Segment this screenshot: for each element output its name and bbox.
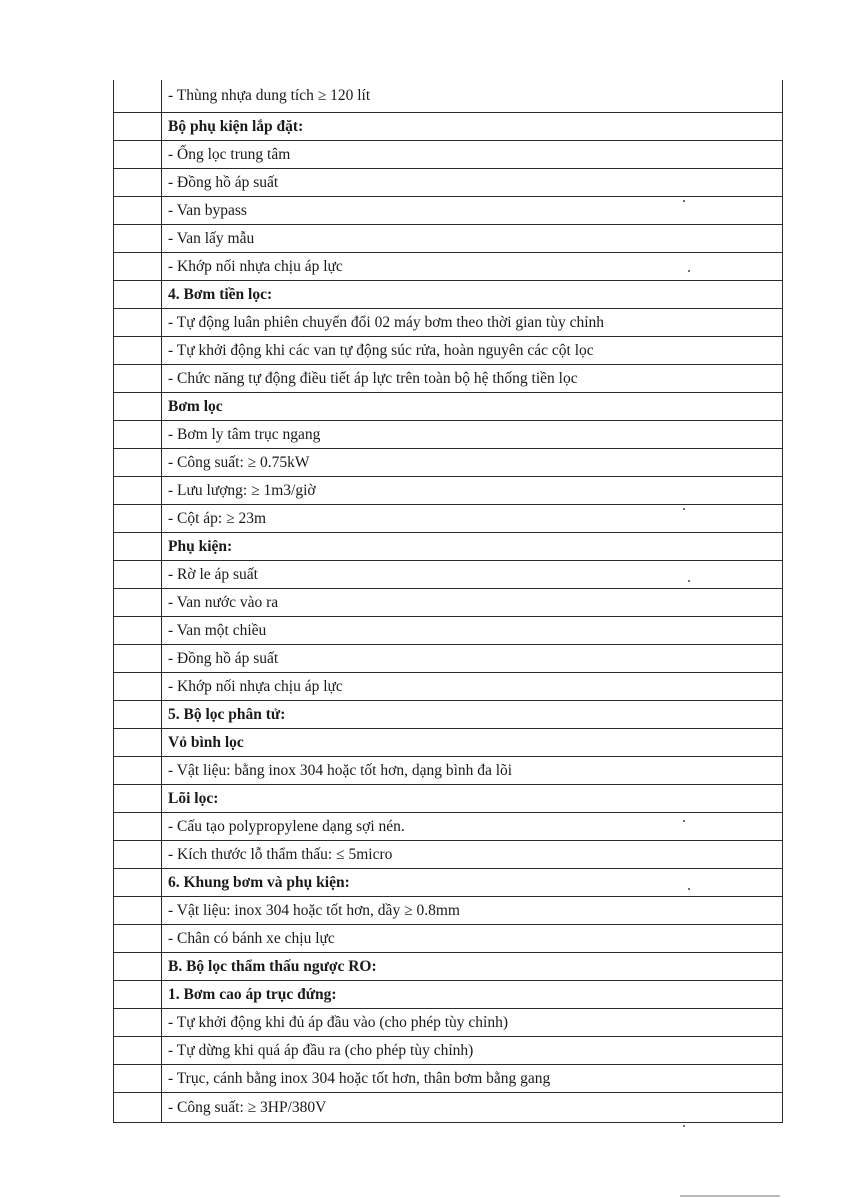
spec-row	[114, 701, 783, 729]
row-number-cell	[114, 225, 162, 253]
row-number-cell	[114, 953, 162, 981]
row-number-cell	[114, 365, 162, 393]
row-number-cell	[114, 869, 162, 897]
spec-item-cell: - Khớp nối nhựa chịu áp lực	[162, 673, 783, 701]
row-number-cell	[114, 477, 162, 505]
spec-item-cell: - Van lấy mẫu	[162, 225, 783, 253]
section-heading-cell: Bộ phụ kiện lắp đặt:	[162, 113, 783, 141]
spec-item-cell: - Đồng hồ áp suất	[162, 645, 783, 673]
spec-item-cell: - Tự dừng khi quá áp đầu ra (cho phép tùy chỉnh)	[162, 1037, 783, 1065]
section-heading-cell: 6. Khung bơm và phụ kiện:	[162, 869, 783, 897]
row-number-cell	[114, 1009, 162, 1037]
row-number-cell	[114, 1065, 162, 1093]
row-number-cell	[114, 141, 162, 169]
row-number-cell	[114, 533, 162, 561]
spec-item-cell: - Ống lọc trung tâm	[162, 141, 783, 169]
spec-row	[114, 533, 783, 561]
section-heading-cell: Phụ kiện:	[162, 533, 783, 561]
scan-speck	[683, 508, 685, 510]
spec-row	[114, 281, 783, 309]
row-number-cell	[114, 757, 162, 785]
spec-item-cell: - Vật liệu: bằng inox 304 hoặc tốt hơn, dạng bình đa lõi	[162, 757, 783, 785]
row-number-cell	[114, 421, 162, 449]
row-number-cell	[114, 1093, 162, 1123]
row-number-cell	[114, 449, 162, 477]
spec-row	[114, 309, 783, 337]
row-number-cell	[114, 505, 162, 533]
row-number-cell	[114, 393, 162, 421]
spec-row	[114, 365, 783, 393]
spec-row	[114, 729, 783, 757]
spec-item-cell: - Chân có bánh xe chịu lực	[162, 925, 783, 953]
spec-row	[114, 1009, 783, 1037]
spec-row	[114, 841, 783, 869]
spec-item-cell: - Thùng nhựa dung tích ≥ 120 lít	[162, 80, 783, 113]
spec-row	[114, 393, 783, 421]
section-heading-cell: 4. Bơm tiền lọc:	[162, 281, 783, 309]
spec-row	[114, 113, 783, 141]
row-number-cell	[114, 701, 162, 729]
spec-row	[114, 925, 783, 953]
spec-item-cell: - Lưu lượng: ≥ 1m3/giờ	[162, 477, 783, 505]
row-number-cell	[114, 1037, 162, 1065]
spec-row	[114, 869, 783, 897]
row-number-cell	[114, 617, 162, 645]
spec-row	[114, 337, 783, 365]
spec-row	[114, 253, 783, 281]
specification-table	[113, 80, 783, 1123]
spec-row	[114, 953, 783, 981]
spec-item-cell: - Tự động luân phiên chuyển đổi 02 máy bơm theo thời gian tùy chỉnh	[162, 309, 783, 337]
row-number-cell	[114, 925, 162, 953]
row-number-cell	[114, 113, 162, 141]
row-number-cell	[114, 813, 162, 841]
spec-item-cell: - Tự khởi động khi đủ áp đầu vào (cho phép tùy chỉnh)	[162, 1009, 783, 1037]
spec-item-cell: - Bơm ly tâm trục ngang	[162, 421, 783, 449]
spec-row	[114, 169, 783, 197]
spec-row	[114, 981, 783, 1009]
scan-edge-mark	[680, 1195, 780, 1197]
row-number-cell	[114, 673, 162, 701]
scan-speck	[688, 270, 690, 272]
spec-item-cell: - Chức năng tự động điều tiết áp lực trên toàn bộ hệ thống tiền lọc	[162, 365, 783, 393]
scan-speck	[683, 1125, 685, 1127]
row-number-cell	[114, 337, 162, 365]
row-number-cell	[114, 80, 162, 113]
spec-item-cell: - Cấu tạo polypropylene dạng sợi nén.	[162, 813, 783, 841]
row-number-cell	[114, 729, 162, 757]
spec-row	[114, 141, 783, 169]
row-number-cell	[114, 897, 162, 925]
specification-table-body	[114, 80, 783, 1123]
spec-row	[114, 1037, 783, 1065]
spec-row	[114, 757, 783, 785]
row-number-cell	[114, 281, 162, 309]
row-number-cell	[114, 785, 162, 813]
row-number-cell	[114, 589, 162, 617]
spec-item-cell: - Kích thước lỗ thẩm thấu: ≤ 5micro	[162, 841, 783, 869]
section-heading-cell: 5. Bộ lọc phân tử:	[162, 701, 783, 729]
spec-item-cell: - Rờ le áp suất	[162, 561, 783, 589]
row-number-cell	[114, 561, 162, 589]
section-heading-cell: Vỏ bình lọc	[162, 729, 783, 757]
spec-item-cell: - Vật liệu: inox 304 hoặc tốt hơn, dầy ≥ 0.8mm	[162, 897, 783, 925]
spec-row	[114, 80, 783, 113]
spec-row	[114, 449, 783, 477]
spec-item-cell: - Tự khởi động khi các van tự động súc rửa, hoàn nguyên các cột lọc	[162, 337, 783, 365]
row-number-cell	[114, 309, 162, 337]
section-heading-cell: B. Bộ lọc thẩm thấu ngược RO:	[162, 953, 783, 981]
spec-row	[114, 1065, 783, 1093]
section-heading-cell: Bơm lọc	[162, 393, 783, 421]
scan-speck	[683, 820, 685, 822]
row-number-cell	[114, 645, 162, 673]
spec-row	[114, 1093, 783, 1123]
spec-item-cell: - Đồng hồ áp suất	[162, 169, 783, 197]
spec-item-cell: - Cột áp: ≥ 23m	[162, 505, 783, 533]
row-number-cell	[114, 197, 162, 225]
scan-speck	[688, 888, 690, 890]
section-heading-cell: Lõi lọc:	[162, 785, 783, 813]
spec-row	[114, 421, 783, 449]
spec-row	[114, 561, 783, 589]
spec-item-cell: - Van nước vào ra	[162, 589, 783, 617]
spec-row	[114, 225, 783, 253]
spec-row	[114, 673, 783, 701]
spec-item-cell: - Công suất: ≥ 3HP/380V	[162, 1093, 783, 1123]
spec-row	[114, 813, 783, 841]
spec-item-cell: - Van một chiều	[162, 617, 783, 645]
spec-row	[114, 617, 783, 645]
spec-item-cell: - Van bypass	[162, 197, 783, 225]
spec-row	[114, 645, 783, 673]
scan-speck	[683, 200, 685, 202]
spec-item-cell: - Khớp nối nhựa chịu áp lực	[162, 253, 783, 281]
row-number-cell	[114, 981, 162, 1009]
row-number-cell	[114, 169, 162, 197]
row-number-cell	[114, 841, 162, 869]
spec-row	[114, 785, 783, 813]
spec-row	[114, 477, 783, 505]
section-heading-cell: 1. Bơm cao áp trục đứng:	[162, 981, 783, 1009]
spec-row	[114, 589, 783, 617]
scan-speck	[688, 580, 690, 582]
spec-item-cell: - Trục, cánh bằng inox 304 hoặc tốt hơn, thân bơm bằng gang	[162, 1065, 783, 1093]
spec-item-cell: - Công suất: ≥ 0.75kW	[162, 449, 783, 477]
row-number-cell	[114, 253, 162, 281]
spec-row	[114, 897, 783, 925]
